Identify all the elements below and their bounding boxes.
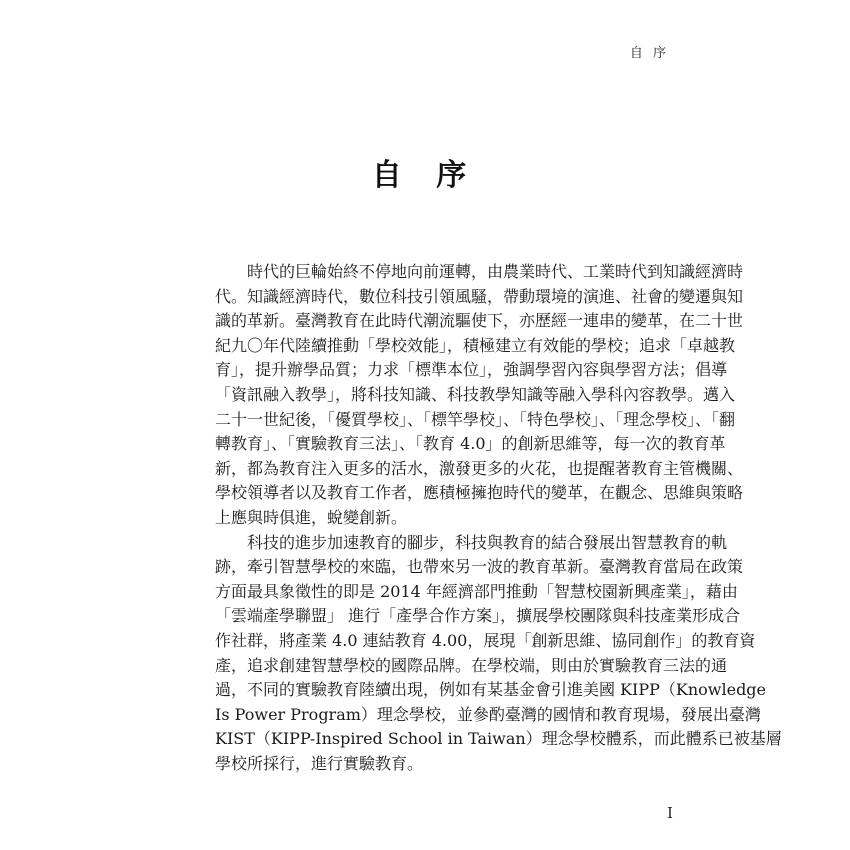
paragraph-line: 方面最具象徵性的即是 2014 年經濟部門推動「智慧校園新興產業」，藉由	[215, 581, 738, 601]
paragraph-line: Is Power Program）理念學校，並參酌臺灣的國情和教育現場，發展出臺灣	[215, 704, 761, 724]
paragraph-line: 轉教育」、「實驗教育三法」、「教育 4.0」的創新思維等，每一次的教育革	[215, 434, 726, 454]
paragraph-line: 學校領導者以及教育工作者，應積極擁抱時代的變革，在觀念、思維與策略	[215, 483, 744, 503]
page-number: I	[667, 804, 673, 822]
paragraph-line: 學校所採行，進行實驗教育。	[215, 753, 424, 773]
paragraph-line: 上應與時俱進，蛻變創新。	[215, 507, 408, 527]
paragraph-line: 育」，提升辦學品質；力求「標準本位」，強調學習內容與學習方法；倡導	[215, 360, 728, 380]
paragraph-line: 識的革新。臺灣教育在此時代潮流驅使下，亦歷經一連串的變革，在二十世	[215, 311, 744, 331]
running-header: 自 序	[629, 46, 669, 61]
chapter-title: 自 序	[371, 158, 479, 193]
paragraph-line: 產，追求創建智慧學校的國際品牌。在學校端，則由於實驗教育三法的通	[215, 655, 728, 675]
paragraph-line: 過，不同的實驗教育陸續出現，例如有某基金會引進美國 KIPP（Knowledge	[215, 680, 767, 700]
paragraph-2	[215, 531, 782, 777]
paragraph-line: 科技的進步加速教育的腳步，科技與教育的結合發展出智慧教育的軌	[247, 532, 728, 552]
paragraph-line: 「資訊融入教學」，將科技知識、科技教學知識等融入學科內容教學。邁入	[215, 384, 736, 404]
paragraph-line: 新，都為教育注入更多的活水，激發更多的火花，也提醒著教育主管機關、	[215, 458, 744, 478]
paragraph-line: 二十一世紀後，「優質學校」、「標竿學校」、「特色學校」、「理念學校」、「翻	[215, 409, 736, 429]
paragraph-line: 「雲端產學聯盟」 進行「產學合作方案」，擴展學校團隊與科技產業形成合	[215, 606, 741, 626]
paragraph-line: KIST（KIPP-Inspired School in Taiwan）理念學校體系，而此體系已被基層	[215, 729, 782, 749]
paragraph-line: 時代的巨輪始終不停地向前運轉，由農業時代、工業時代到知識經濟時	[247, 262, 744, 281]
paragraph-line: 作社群，將產業 4.0 連結教育 4.00，展現「創新思維、協同創作」的教育資	[215, 630, 756, 650]
paragraph-line: 紀九〇年代陸續推動「學校效能」，積極建立有效能的學校；追求「卓越教	[215, 335, 736, 355]
paragraph-line: 代。知識經濟時代，數位科技引領風騷，帶動環境的演進、社會的變遷與知	[215, 286, 744, 306]
paragraph-1	[215, 260, 744, 531]
body-text	[215, 260, 782, 776]
paragraph-line: 跡，牽引智慧學校的來臨，也帶來另一波的教育革新。臺灣教育當局在政策	[215, 557, 744, 577]
